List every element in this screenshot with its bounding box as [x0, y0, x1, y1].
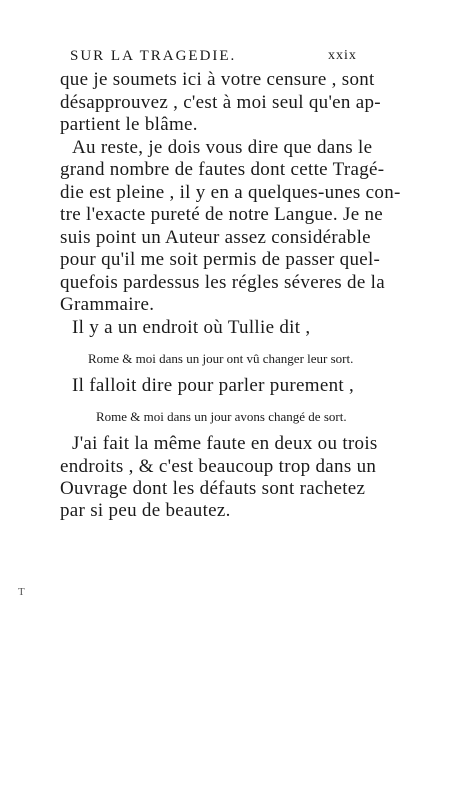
paragraph-start-line: Au reste, je dois vous dire que dans le: [72, 137, 373, 158]
text-line: tre l'exacte pureté de notre Langue. Je ne: [60, 204, 384, 225]
verse-quotation: Rome & moi dans un jour avons changé de sort.: [96, 409, 347, 424]
running-header: [70, 48, 370, 65]
margin-mark: T: [18, 586, 25, 598]
running-title: SUR LA TRAGEDIE.: [70, 48, 237, 64]
text-line: suis point un Auteur assez considérable: [60, 227, 371, 248]
paragraph-start-line: Il y a un endroit où Tullie dit ,: [72, 317, 311, 338]
text-line: que je soumets ici à votre censure , sont: [60, 69, 375, 90]
text-line: partient le blâme.: [60, 114, 198, 135]
text-line: Ouvrage dont les défauts sont rachetez: [60, 478, 366, 499]
page-number: xxix: [328, 48, 357, 63]
text-line: die est pleine , il y en a quelques-unes con-: [60, 182, 401, 203]
text-line: grand nombre de fautes dont cette Tragé-: [60, 159, 385, 180]
paragraph-start-line: J'ai fait la même faute en deux ou trois: [72, 433, 378, 454]
text-line: pour qu'il me soit permis de passer quel-: [60, 249, 381, 270]
text-line: Grammaire.: [60, 294, 155, 315]
paragraph-start-line: Il falloit dire pour parler purement ,: [72, 375, 355, 396]
text-line: endroits , & c'est beaucoup trop dans un: [60, 456, 377, 477]
text-line: quefois pardessus les régles séveres de la: [60, 272, 385, 293]
verse-quotation: Rome & moi dans un jour ont vû changer leur sort.: [88, 351, 354, 366]
text-line: par si peu de beautez.: [60, 500, 231, 521]
text-line: désapprouvez , c'est à moi seul qu'en ap-: [60, 92, 381, 113]
